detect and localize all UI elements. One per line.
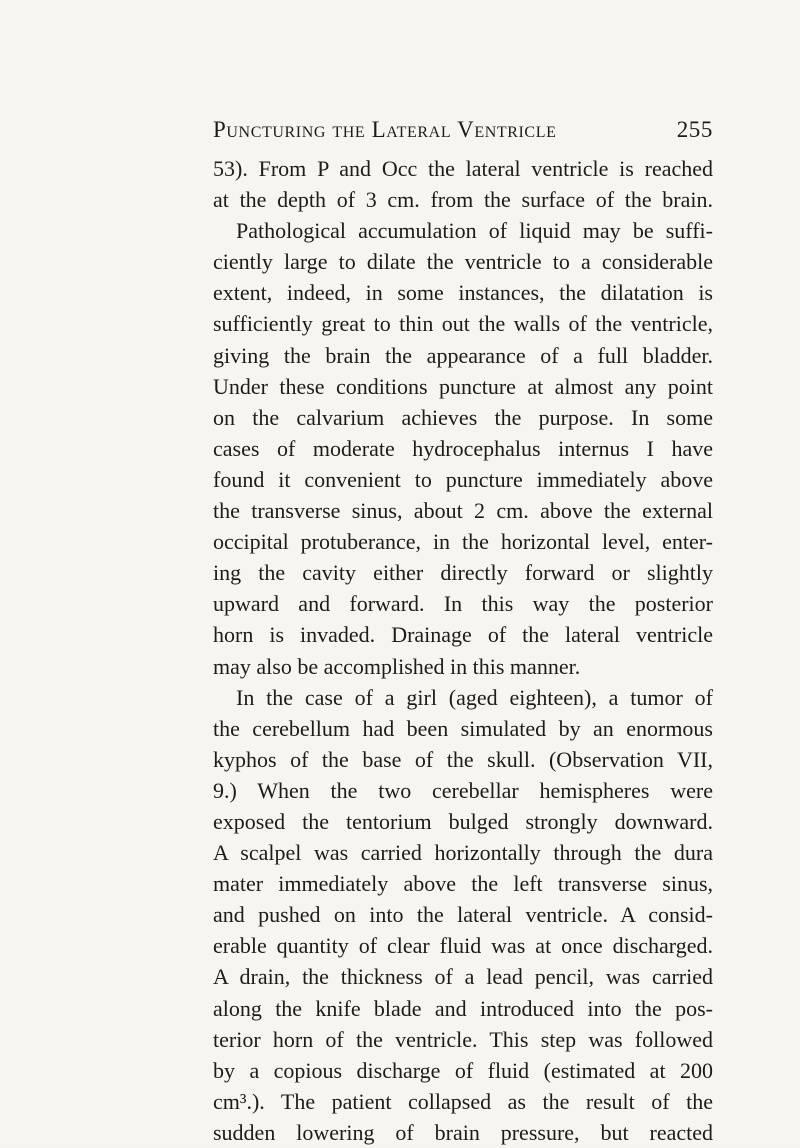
text-line: by a copious discharge of fluid (estimated at 200 [213,1057,713,1083]
text-line: found it convenient to puncture immediately above [213,466,713,492]
text-line: mater immediately above the left transverse sinus, [213,871,713,897]
text-line: sufficiently great to thin out the walls of the ventricle, [213,311,713,337]
text-line: A scalpel was carried horizontally through the dura [213,840,713,866]
page-number: 255 [676,117,713,142]
text-line: exposed the tentorium bulged strongly downward. [213,808,713,834]
text-line: along the knife blade and introduced into the pos- [213,995,713,1021]
text-line: occipital protuberance, in the horizontal level, enter- [213,529,713,555]
running-title: Puncturing the Lateral Ventricle [213,117,557,142]
text-line: cases of moderate hydrocephalus internus I have [213,435,713,461]
text-line: ing the cavity either directly forward or slightly [213,560,713,586]
text-line: the cerebellum had been simulated by an enormous [213,715,713,741]
body-text [213,153,713,1148]
text-line: on the calvarium achieves the purpose. In some [213,404,713,430]
text-line: 9.) When the two cerebellar hemispheres were [213,777,713,803]
text-line: 53). From P and Occ the lateral ventricle is reached [213,156,713,181]
text-line: kyphos of the base of the skull. (Observation VII, [213,746,713,772]
text-line: ciently large to dilate the ventricle to a considerable [213,249,713,275]
text-line: cm³.). The patient collapsed as the result of the [213,1088,713,1114]
text-line: A drain, the thickness of a lead pencil, was carried [213,964,713,990]
text-line: the transverse sinus, about 2 cm. above the external [213,498,713,524]
text-line: and pushed on into the lateral ventricle. A consid- [213,902,713,928]
text-line: In the case of a girl (aged eighteen), a tumor of [236,684,713,710]
running-header [213,117,713,151]
text-line: horn is invaded. Drainage of the lateral ventricle [213,622,713,648]
text-line: extent, indeed, in some instances, the dilatation is [213,280,713,306]
text-line: at the depth of 3 cm. from the surface of the brain. [213,187,713,213]
text-line: terior horn of the ventricle. This step was followed [213,1026,713,1052]
text-line: giving the brain the appearance of a full bladder. [213,342,713,368]
text-line: may also be accomplished in this manner. [213,653,581,679]
text-line: Under these conditions puncture at almost any point [213,373,713,399]
text-line: erable quantity of clear fluid was at once discharged. [213,933,713,959]
text-line: upward and forward. In this way the posterior [213,591,713,617]
text-line: Pathological accumulation of liquid may be suffi- [236,218,713,244]
text-line: sudden lowering of brain pressure, but reacted [213,1119,713,1145]
